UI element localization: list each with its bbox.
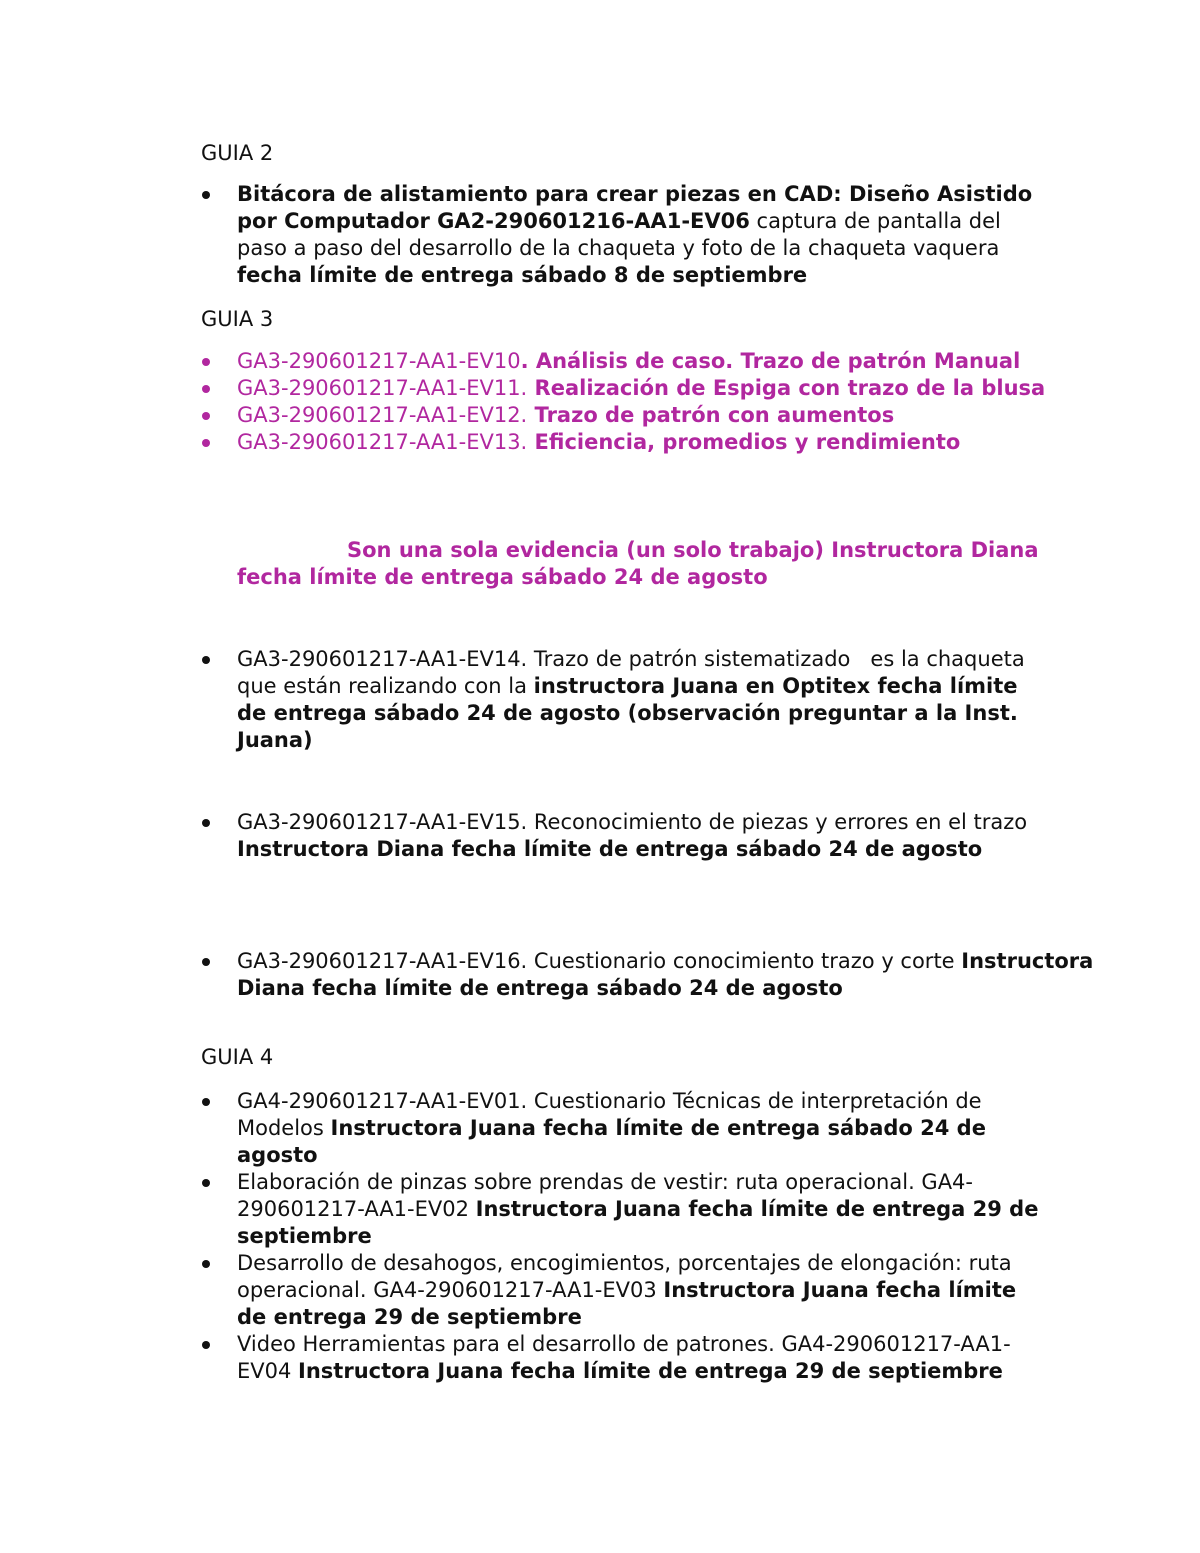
item-deadline: instructora Juana en Optitex fecha límite de entrega sábado 24 de agosto (observación preguntar a la Inst. Juana) <box>237 674 1018 752</box>
item-text: captura de pantalla del paso a paso del desarrollo de la chaqueta y foto de la chaqueta vaquera <box>237 209 1001 260</box>
item-bold-title: Bitácora de alistamiento para crear piezas en CAD: Diseño Asistido por Computador GA2-290601216-AA1-EV06 <box>237 182 1033 233</box>
guia3-ev16-list <box>0 948 1200 1002</box>
evidence-code: GA3-290601217-AA1-EV12. <box>237 403 528 427</box>
item-text: GA4-290601217-AA1-EV01. Cuestionario Técnicas de interpretación de Modelos <box>237 1089 982 1140</box>
list-item <box>0 809 1200 863</box>
list-item <box>0 1250 1200 1331</box>
list-item <box>0 1331 1200 1385</box>
item-deadline: Instructora Diana fecha límite de entrega sábado 24 de agosto <box>237 837 983 861</box>
list-item <box>0 948 1200 1002</box>
evidence-code: GA3-290601217-AA1-EV13. <box>237 430 528 454</box>
guia3-ev14-list <box>0 646 1200 754</box>
item-deadline: Instructora Juana fecha límite de entrega sábado 24 de agosto <box>237 1116 986 1167</box>
guia3-note <box>237 537 1047 591</box>
evidence-code: GA3-290601217-AA1-EV10 <box>237 349 521 373</box>
item-text: Elaboración de pinzas sobre prendas de vestir: ruta operacional. GA4-290601217-AA1-EV02 <box>237 1170 973 1221</box>
item-text: GA3-290601217-AA1-EV16. Cuestionario conocimiento trazo y corte <box>237 949 962 973</box>
item-text: Video Herramientas para el desarrollo de patrones. GA4-290601217-AA1-EV04 <box>237 1332 1011 1383</box>
list-item <box>0 181 1200 289</box>
list-item <box>0 348 1200 375</box>
list-item <box>0 402 1200 429</box>
item-deadline: Instructora Juana fecha límite de entrega 29 de septiembre <box>298 1359 1003 1383</box>
guia2-list <box>0 181 1200 289</box>
evidence-title: Trazo de patrón con aumentos <box>527 403 895 427</box>
item-text: Desarrollo de desahogos, encogimientos, porcentajes de elongación: ruta operacional. GA4-290601217-AA1-EV03 <box>237 1251 1012 1302</box>
evidence-title: Eficiencia, promedios y rendimiento <box>527 430 961 454</box>
list-item <box>0 375 1200 402</box>
guia2-heading: GUIA 2 <box>201 141 274 165</box>
item-deadline: Instructora Juana fecha límite de entrega 29 de septiembre <box>237 1278 1017 1329</box>
list-item <box>0 1169 1200 1250</box>
evidence-code: GA3-290601217-AA1-EV11. <box>237 376 528 400</box>
evidence-title: . Análisis de caso. Trazo de patrón Manual <box>520 349 1021 373</box>
guia3-heading: GUIA 3 <box>201 307 274 331</box>
guia3-ev15-list <box>0 809 1200 863</box>
note-text: Son una sola evidencia (un solo trabajo) Instructora Diana fecha límite de entrega sábado 24 de agosto <box>237 538 1039 589</box>
list-item <box>0 646 1200 754</box>
guia3-pink-list <box>0 348 1200 456</box>
guia4-heading: GUIA 4 <box>201 1045 274 1069</box>
list-item <box>0 429 1200 456</box>
guia4-list <box>0 1088 1200 1385</box>
item-text: GA3-290601217-AA1-EV15. Reconocimiento de piezas y errores en el trazo <box>237 810 1028 834</box>
item-deadline: fecha límite de entrega sábado 8 de septiembre <box>237 263 808 287</box>
item-text: GA3-290601217-AA1-EV14. Trazo de patrón sistematizado es la chaqueta que están realizando con la <box>237 647 1032 698</box>
item-deadline: Instructora Juana fecha límite de entrega 29 de septiembre <box>237 1197 1039 1248</box>
evidence-title: Realización de Espiga con trazo de la blusa <box>527 376 1046 400</box>
list-item <box>0 1088 1200 1169</box>
item-deadline: Instructora Diana fecha límite de entrega sábado 24 de agosto <box>237 949 1094 1000</box>
